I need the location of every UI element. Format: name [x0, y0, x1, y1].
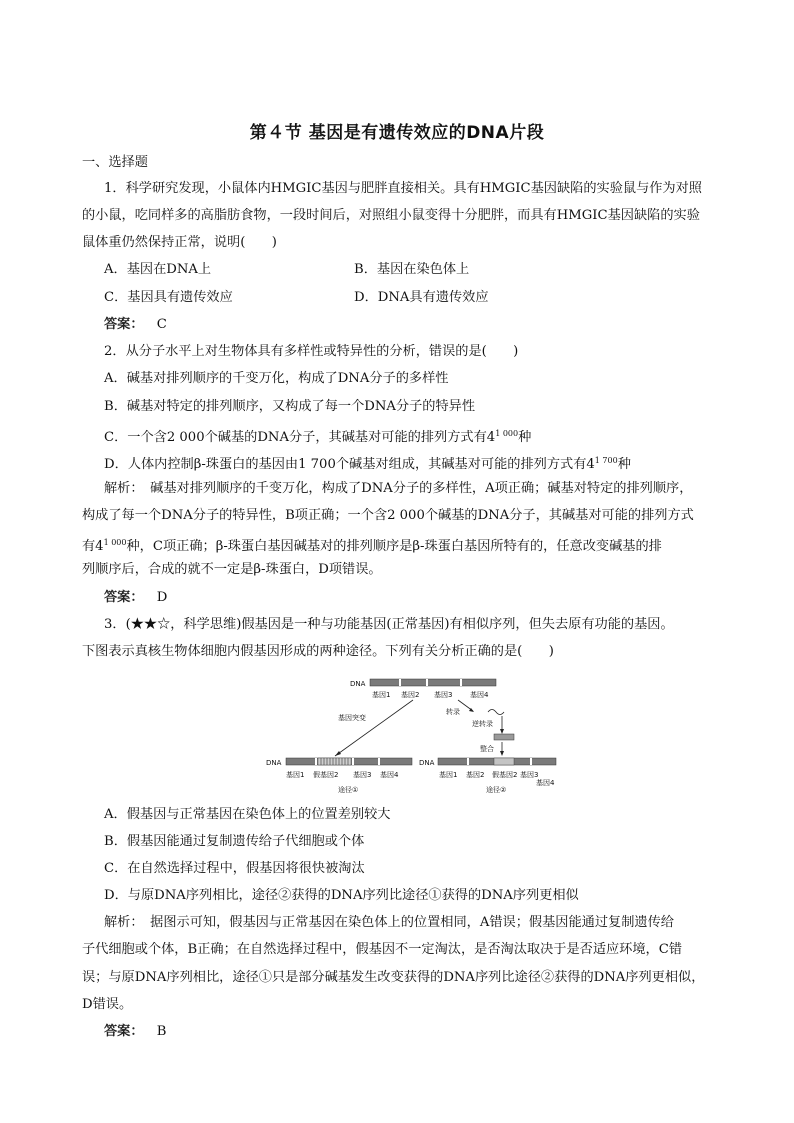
- fig-reverse-label: 逆转录: [472, 720, 493, 728]
- q3-stem-line-1: 3．(★★☆，科学思维)假基因是一种与功能基因(正常基因)有相似序列，但失去原有功能的基因。: [104, 617, 674, 632]
- q2-option-b: B．碱基对特定的排列顺序，又构成了每一个DNA分子的特异性: [104, 399, 476, 414]
- fig-top-gene3: 基因3: [434, 691, 453, 699]
- fig-reverse-arrowhead: [500, 729, 504, 734]
- q2-option-a: A．碱基对排列顺序的千变万化，构成了DNA分子的多样性: [104, 371, 449, 386]
- q1-option-d: D．DNA具有遗传效应: [354, 290, 489, 305]
- pseudogene-pathway-diagram: [258, 676, 558, 798]
- fig-top-gene2: 基因2: [401, 691, 420, 699]
- fig-path1-gene1: 基因1: [286, 771, 305, 779]
- fig-path2-dna-gap: [467, 758, 469, 765]
- fig-top-dna-strand: [370, 679, 496, 686]
- q2-option-d: D．人体内控制β-珠蛋白的基因由1 700个碱基对组成，其碱基对可能的排列方式有$4^{1 700}$种: [104, 456, 631, 472]
- fig-path1-mutated-region: [318, 758, 351, 765]
- q3-analysis-line-4: D错误。: [82, 997, 133, 1012]
- fig-path2-gene1: 基因1: [439, 771, 458, 779]
- page-title: 第４节 基因是有遗传效应的DNA片段: [249, 123, 545, 143]
- fig-top-gene4: 基因4: [470, 691, 489, 699]
- q2-answer-value: D: [156, 590, 168, 605]
- fig-path2-inserted-pseudogene: [494, 758, 514, 765]
- fig-top-dna-label: DNA: [350, 680, 366, 688]
- q1-option-c: C．基因具有遗传效应: [104, 290, 233, 305]
- fig-transcription-label: 转录: [446, 708, 460, 716]
- fig-path1-gene4: 基因4: [380, 771, 399, 779]
- fig-path2-label: 途径②: [486, 786, 507, 794]
- q1-answer-value: C: [156, 317, 167, 332]
- fig-path1-pseudo2: 假基因2: [313, 771, 339, 779]
- fig-path2-pseudo2: 假基因2: [492, 771, 518, 779]
- q3-option-b: B．假基因能通过复制遗传给子代细胞或个体: [104, 834, 365, 849]
- q2-analysis-line-3: 有$4^{1 000}$种，C项正确；β-珠蛋白基因碱基对的排列顺序是β-珠蛋白基因所特有的，任意改变碱基的排: [82, 538, 662, 554]
- fig-top-dna-gap: [399, 679, 401, 686]
- q1-stem-line-2: 的小鼠，吃同样多的高脂肪食物，一段时间后，对照组小鼠变得十分肥胖，而具有HMGIC基因缺陷的实验: [82, 208, 700, 223]
- fig-path2-gene4: 基因4: [536, 779, 555, 787]
- q2-answer-label: 答案：: [104, 590, 144, 605]
- fig-path1-dna-gap: [378, 758, 380, 765]
- q3-option-a: A．假基因与正常基因在染色体上的位置差别较大: [104, 807, 391, 822]
- section-heading: 一、选择题: [82, 155, 148, 170]
- fig-top-dna-gap: [460, 679, 462, 686]
- fig-mutation-arrowhead: [335, 751, 341, 756]
- q3-stem-line-2: 下图表示真核生物体细胞内假基因形成的两种途径。下列有关分析正确的是( ): [82, 644, 554, 659]
- fig-mrna-wave: [488, 710, 504, 715]
- q3-analysis-line-2: 子代细胞或个体，B正确；在自然选择过程中，假基因不一定淘汰，是否淘汰取决于是否适应环境，C错: [82, 942, 683, 957]
- fig-path2-gene2: 基因2: [466, 771, 485, 779]
- q1-stem-line-1: 1．科学研究发现，小鼠体内HMGIC基因与肥胖直接相关。具有HMGIC基因缺陷的实验鼠与作为对照: [104, 181, 702, 196]
- q1-option-a: A．基因在DNA上: [104, 262, 212, 277]
- q1-stem-line-3: 鼠体重仍然保持正常，说明( ): [82, 235, 277, 250]
- q2-option-c: C．一个含2 000个碱基的DNA分子，其碱基对可能的排列方式有$4^{1 000}$种: [104, 429, 532, 445]
- q3-analysis-line-1: 解析： 据图示可知，假基因与正常基因在染色体上的位置相同，A错误；假基因能通过复制遗传给: [104, 915, 674, 930]
- fig-path1-label: 途径①: [338, 786, 359, 794]
- q1-answer: [104, 316, 744, 334]
- fig-path1-gene3: 基因3: [353, 771, 372, 779]
- fig-cdna-segment: [494, 734, 514, 740]
- fig-path1-dna-label: DNA: [266, 759, 282, 767]
- q1-answer-label: 答案：: [104, 317, 144, 332]
- q3-answer-label: 答案：: [104, 1024, 144, 1039]
- q1-option-b: B．基因在染色体上: [354, 262, 470, 277]
- q3-answer-value: B: [156, 1024, 167, 1039]
- fig-integration-arrowhead: [500, 751, 504, 756]
- q2-analysis-line-2: 构成了每一个DNA分子的特异性，B项正确；一个含2 000个碱基的DNA分子，其碱基对可能的排列方式: [82, 508, 694, 523]
- q3-analysis-line-3: 误；与原DNA序列相比，途径①只是部分碱基发生改变获得的DNA序列比途径②获得的DNA序列更相似，: [82, 970, 705, 985]
- fig-top-dna-gap: [426, 679, 428, 686]
- fig-integration-label: 整合: [480, 745, 494, 753]
- q2-stem: 2．从分子水平上对生物体具有多样性或特异性的分析，错误的是( ): [104, 344, 519, 359]
- fig-path2-dna-gap: [530, 758, 532, 765]
- fig-top-gene1: 基因1: [372, 691, 391, 699]
- q3-answer: [104, 1023, 744, 1041]
- fig-path1-dna-gap: [315, 758, 317, 765]
- q2-answer: [104, 589, 744, 607]
- q3-option-c: C．在自然选择过程中，假基因将很快被淘汰: [104, 861, 365, 876]
- fig-mutation-arrow: [335, 700, 413, 756]
- fig-path2-gene3: 基因3: [520, 771, 539, 779]
- q3-option-d: D．与原DNA序列相比，途径②获得的DNA序列比途径①获得的DNA序列更相似: [104, 888, 579, 903]
- q2-analysis-line-1: 解析： 碱基对排列顺序的千变万化，构成了DNA分子的多样性，A项正确；碱基对特定的排列顺序，: [104, 481, 693, 496]
- fig-mutation-label: 基因突变: [338, 714, 366, 722]
- q2-analysis-line-4: 列顺序后，合成的就不一定是β-珠蛋白，D项错误。: [82, 562, 382, 577]
- fig-path2-dna-label: DNA: [419, 759, 435, 767]
- fig-path1-dna-gap: [352, 758, 354, 765]
